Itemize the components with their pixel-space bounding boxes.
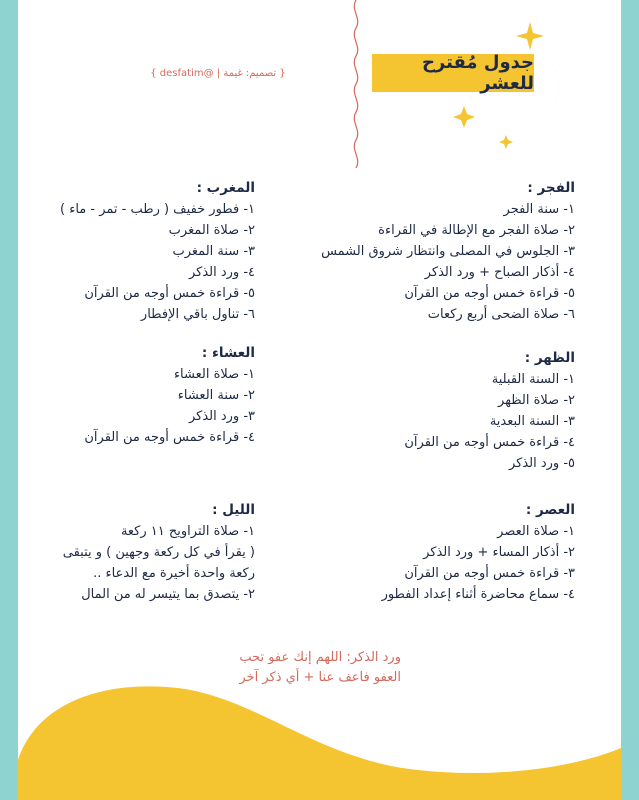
section-asr [382, 502, 575, 605]
list-item: ٢- سنة العشاء [177, 388, 255, 403]
section-isha [84, 345, 255, 448]
section-night [63, 502, 255, 605]
list-item: ٤- أذكار الصباح + ورد الذكر [424, 265, 575, 280]
schedule-card [18, 0, 621, 800]
page-title: جدول مُقترح للعشر [372, 54, 534, 92]
list-item: ٥- قراءة خمس أوجه من القرآن [84, 286, 255, 301]
list-item: ٢- صلاة الفجر مع الإطالة في القراءة [378, 223, 575, 238]
list-item: ٦- تناول باقي الإفطار [140, 307, 255, 322]
list-item: ٤- سماع محاضرة أثناء إعداد الفطور [381, 587, 575, 602]
list-item: ركعة واحدة أخيرة مع الدعاء .. [93, 566, 255, 581]
list-item: ١- سنة الفجر [503, 202, 575, 217]
list-item: ١- صلاة التراويح ١١ ركعة [120, 524, 255, 539]
section-heading: الليل : [212, 502, 255, 518]
list-item: ١- صلاة العصر [497, 524, 575, 539]
list-item: ١- صلاة العشاء [173, 367, 255, 382]
list-item: ٤- ورد الذكر [188, 265, 255, 280]
dhikr-line: ورد الذكر: اللهم إنك عفو تحب [239, 650, 401, 665]
list-item: ٢- أذكار المساء + ورد الذكر [423, 545, 575, 560]
designer-credit: { تصميم: غيمة | @desfatim } [150, 68, 286, 79]
list-item: ٢- صلاة الظهر [498, 393, 575, 408]
dhikr-note [201, 648, 401, 688]
section-heading: العشاء : [201, 345, 255, 361]
list-item: ١- فطور خفيف ( رطب - تمر - ماء ) [60, 202, 255, 217]
list-item: ٥- قراءة خمس أوجه من القرآن [404, 286, 575, 301]
section-dhuhr [404, 350, 575, 474]
list-item: ٣- السنة البعدية [489, 414, 575, 429]
list-item: ٣- الجلوس في المصلى وانتظار شروق الشمس [321, 244, 575, 259]
dhikr-line: العفو فاعف عنا + أي ذكر آخر [239, 670, 401, 685]
list-item: ٤- قراءة خمس أوجه من القرآن [84, 430, 255, 445]
list-item: ١- السنة القبلية [491, 372, 575, 387]
section-heading: الظهر : [524, 350, 575, 366]
section-heading: الفجر : [527, 180, 575, 196]
list-item: ٣- ورد الذكر [188, 409, 255, 424]
list-item: ( يقرأ في كل ركعة وجهين ) و يتبقى [62, 545, 255, 560]
section-heading: المغرب : [196, 180, 255, 196]
section-maghrib [60, 180, 255, 325]
list-item: ٦- صلاة الضحى أربع ركعات [427, 307, 575, 322]
list-item: ٢- صلاة المغرب [168, 223, 255, 238]
list-item: ٣- قراءة خمس أوجه من القرآن [404, 566, 575, 581]
list-item: ٤- قراءة خمس أوجه من القرآن [404, 435, 575, 450]
list-item: ٣- سنة المغرب [172, 244, 255, 259]
section-heading: العصر : [525, 502, 575, 518]
list-item: ٥- ورد الذكر [508, 456, 575, 471]
list-item: ٢- يتصدق بما يتيسر له من المال [81, 587, 255, 602]
section-fajr [321, 180, 575, 325]
